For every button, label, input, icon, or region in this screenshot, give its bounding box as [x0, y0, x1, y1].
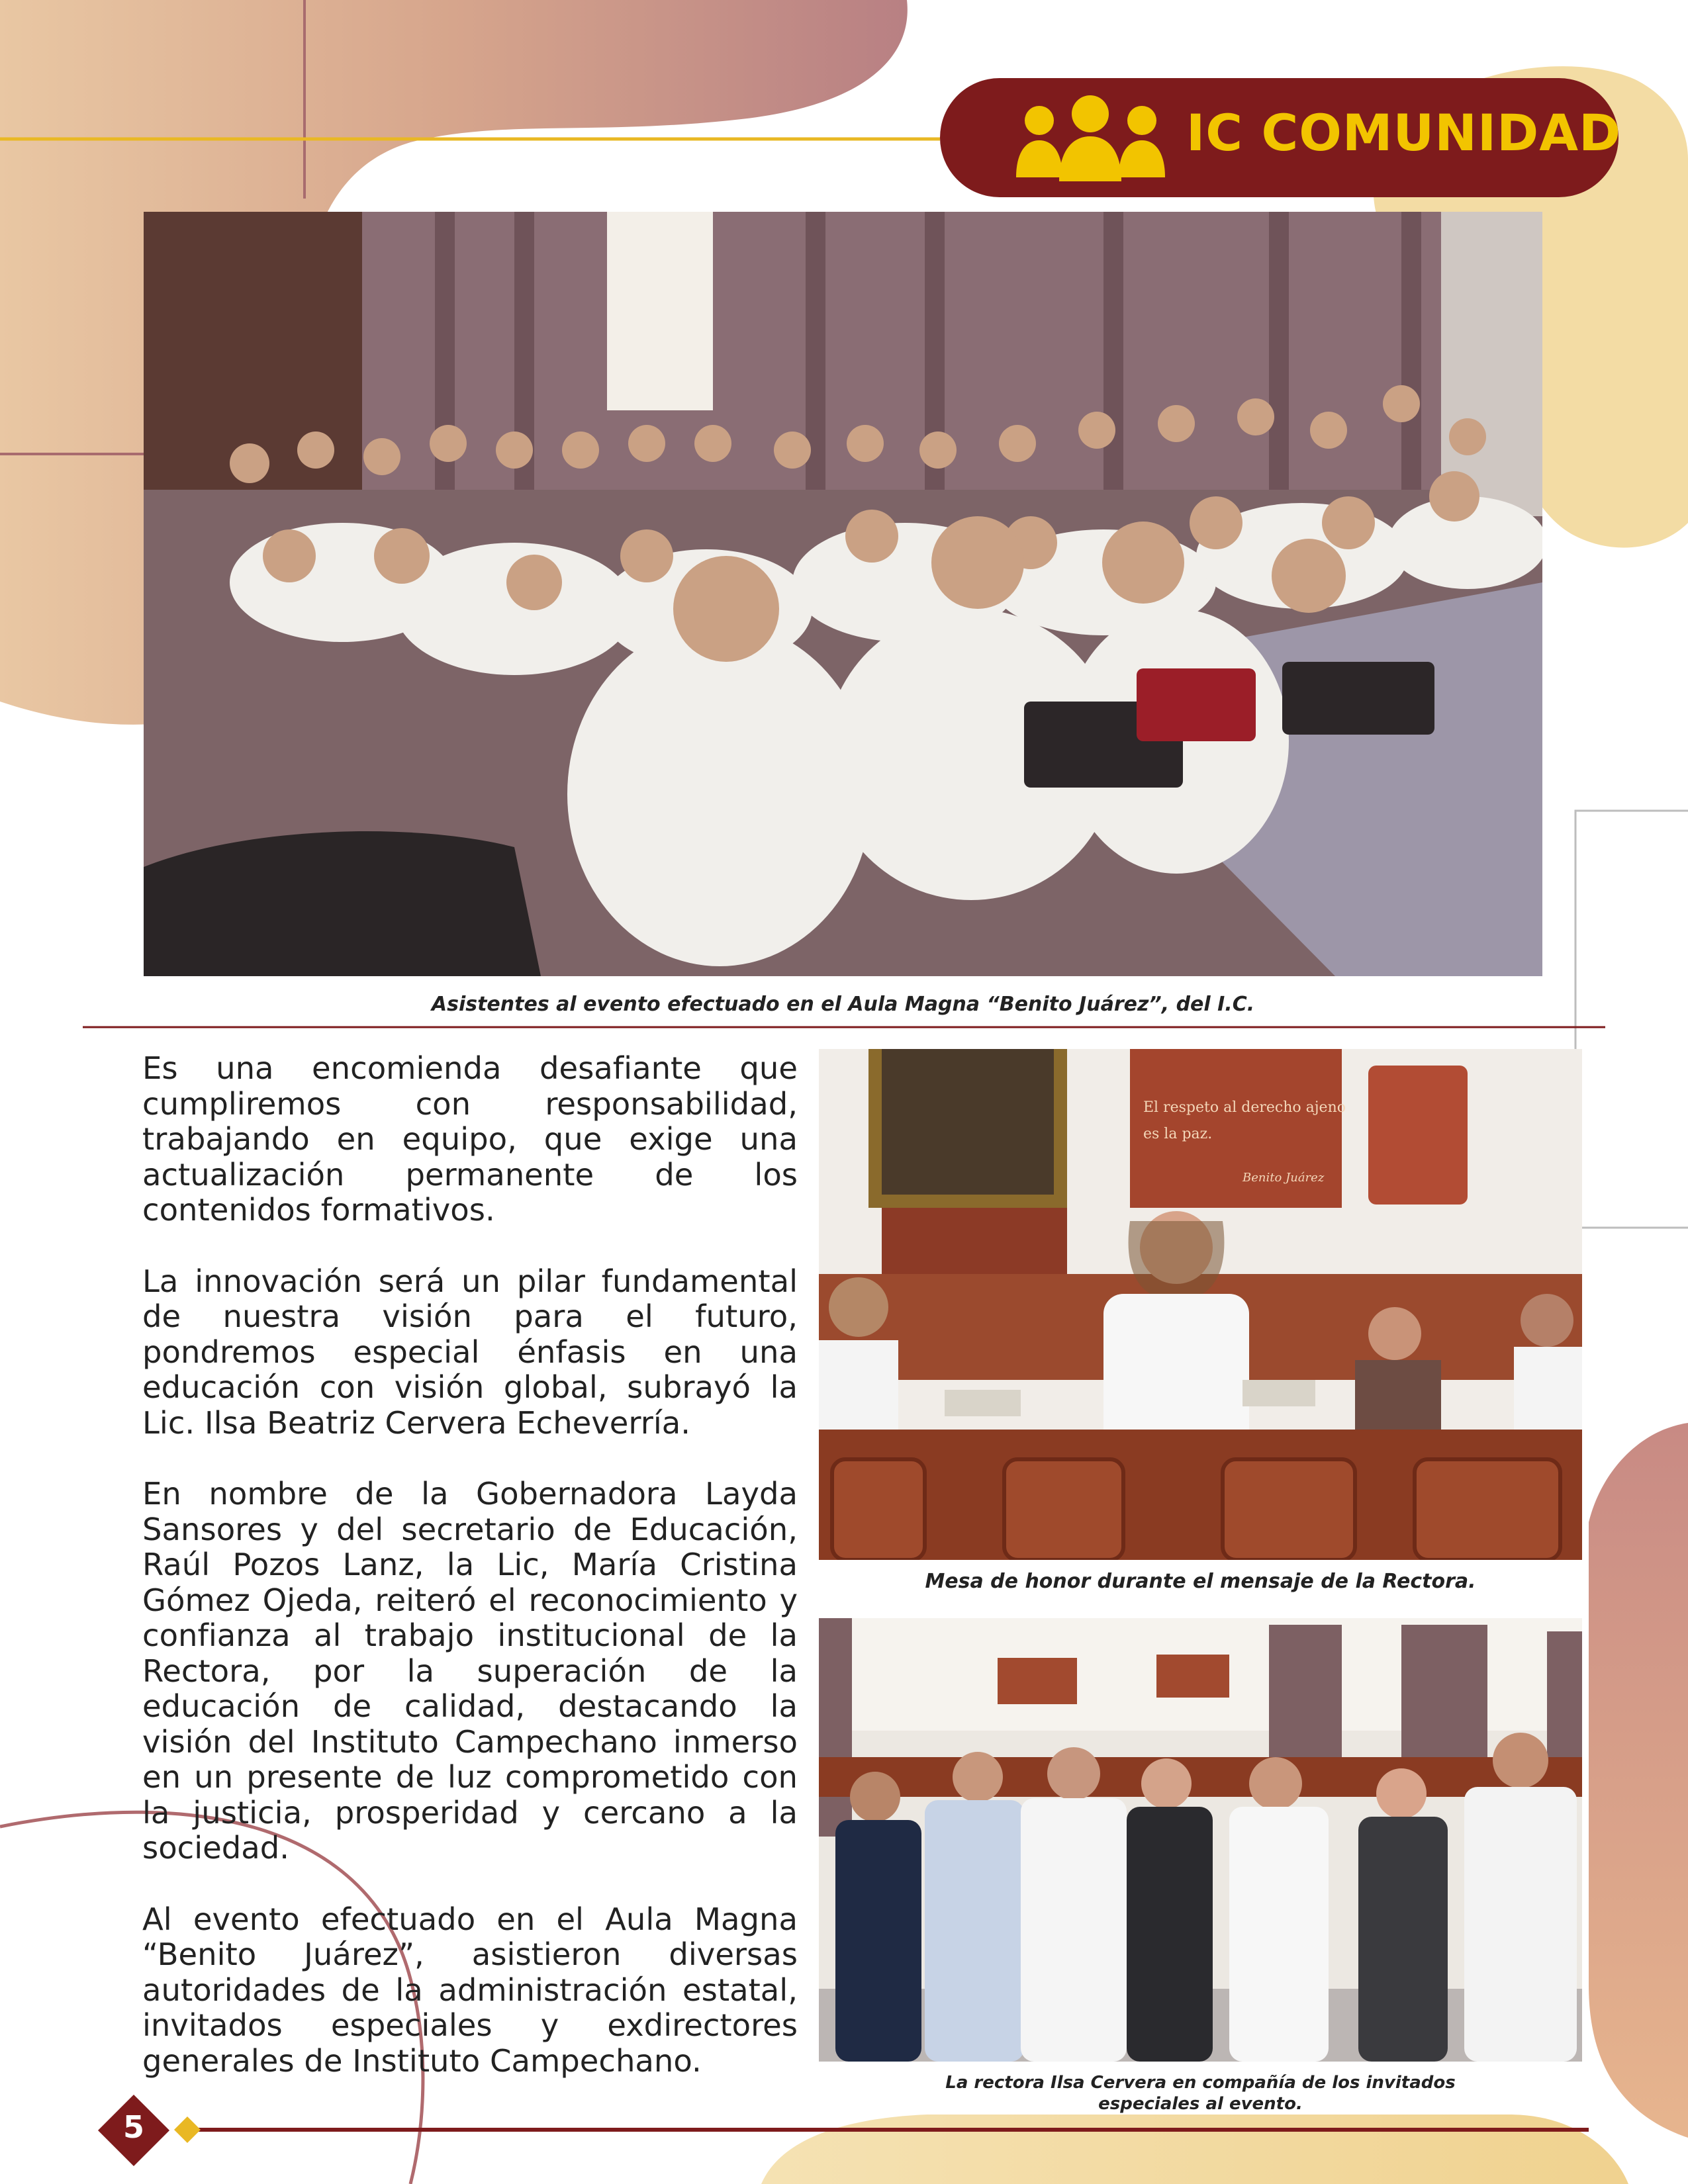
page-number-badge	[98, 2095, 169, 2166]
wall-plaque-line1: El respeto al derecho ajeno	[1143, 1099, 1346, 1116]
article-paragraph: En nombre de la Gobernadora Layda Sansores y del secretario de Educación, Raúl Pozos Lanz, la Lic, María Cristina Gómez Ojeda, reiteró el reconocimiento y confianza al trabajo institucional de la Rectora, por la superación de la educación de calidad, destacando la visión del Instituto Campechano inmerso en un presente de luz comprometido con la justicia, prosperidad y cercano a la sociedad.	[142, 1476, 798, 1866]
wall-plaque-signature: Benito Juárez	[1243, 1171, 1325, 1185]
audience-photo-caption: Asistentes al evento efectuado en el Aula Magna “Benito Juárez”, del I.C.	[431, 993, 1255, 1016]
right-frame-line	[1575, 811, 1688, 1228]
page-number: 5	[122, 2109, 144, 2145]
group-photo-caption-line2: especiales al evento.	[1098, 2094, 1303, 2114]
article-paragraph: Al evento efectuado en el Aula Magna “Benito Juárez”, asistieron diversas autoridades de la administración estatal, invitados especiales y exdirectores generales de Instituto Campechano.	[142, 1901, 798, 2079]
bottom-blob	[761, 2115, 1628, 2184]
section-label: IC COMUNIDAD	[1186, 103, 1622, 162]
article-paragraph: La innovación será un pilar fundamental de nuestra visión para el futuro, pondremos especial énfasis en una educación con visión global, subrayó la Lic. Ilsa Beatriz Cervera Echeverría.	[142, 1263, 798, 1441]
honor-table-photo-caption: Mesa de honor durante el mensaje de la Rectora.	[925, 1570, 1476, 1593]
right-blob	[1589, 1423, 1688, 2138]
article-body	[142, 1051, 798, 2115]
honor-table-photo	[819, 1049, 1582, 1560]
section-header-badge	[940, 78, 1622, 197]
wall-plaque-line2: es la paz.	[1143, 1126, 1213, 1142]
footer-gold-diamond	[174, 2116, 201, 2143]
audience-photo	[144, 212, 1542, 976]
group-photo	[819, 1618, 1582, 2062]
people-group-icon	[1013, 93, 1168, 185]
group-photo-caption-line1: La rectora Ilsa Cervera en compañía de los invitados	[945, 2073, 1456, 2093]
article-paragraph: Es una encomienda desafiante que cumpliremos con responsabilidad, trabajando en equipo, que exige una actualización permanente de los contenidos formativos.	[142, 1050, 798, 1228]
